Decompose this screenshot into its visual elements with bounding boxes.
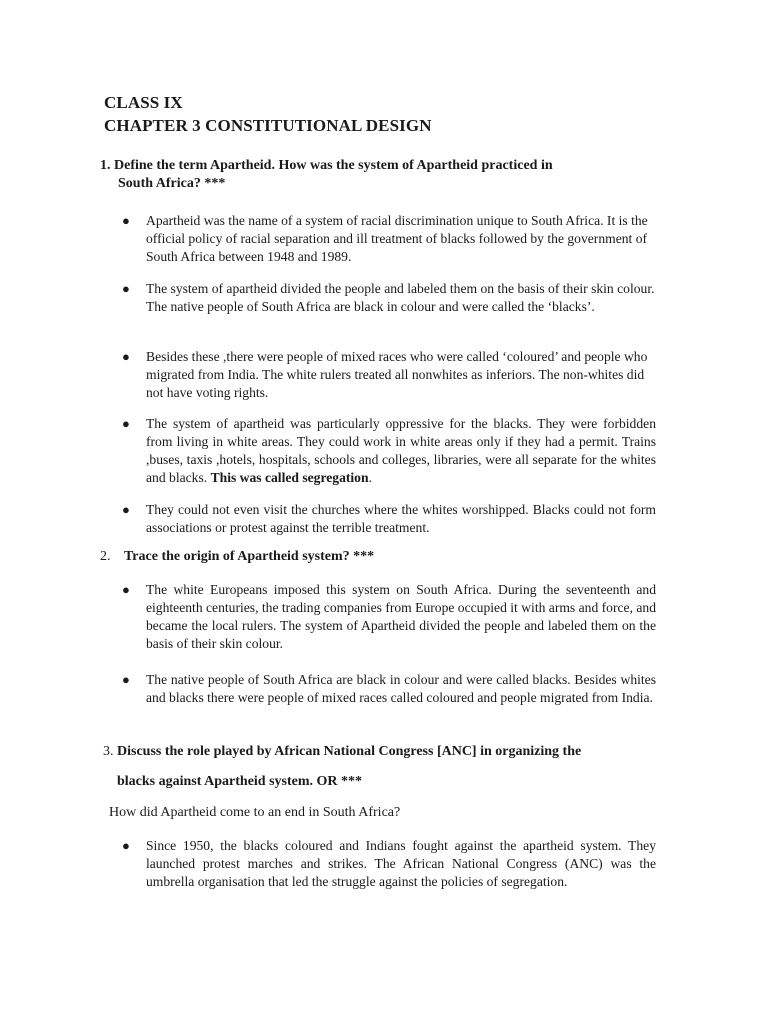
- bullet-icon: ●: [122, 672, 130, 687]
- question-1-line2: South Africa? ***: [118, 176, 226, 191]
- question-3-line1: [103, 743, 581, 761]
- list-item: ● Apartheid was the name of a system of racial discrimination unique to South Africa. It is the official policy of racial separation and ill treatment of blacks followed by the government of South Africa between 1948 and 1989.: [122, 213, 648, 264]
- bullet-icon: ●: [122, 502, 130, 517]
- list-item: ● Since 1950, the blacks coloured and Indians fought against the apartheid system. They launched protest marches and strikes. The African National Congress (ANC) was the umbrella organisation that led the struggle against the policies of segregation.: [122, 838, 656, 889]
- list-item: ● The system of apartheid divided the people and labeled them on the basis of their skin colour. The native people of South Africa are black in colour and were called the ‘blacks’.: [122, 281, 655, 314]
- chapter-heading: CHAPTER 3 CONSTITUTIONAL DESIGN: [104, 116, 432, 135]
- bullet-icon: ●: [122, 281, 130, 296]
- question-1-line1: [100, 157, 553, 175]
- list-item: ● Besides these ,there were people of mixed races who were called ‘coloured’ and people who migrated from India. The white rulers treated all nonwhites as inferiors. The non-whites did not have voting rights.: [122, 349, 648, 400]
- bullet-icon: ●: [122, 582, 130, 597]
- list-item: ● They could not even visit the churches where the whites worshipped. Blacks could not form associations or protest against the terrible treatment.: [122, 502, 656, 535]
- question-3-number: 3.: [103, 744, 114, 759]
- question-2: [100, 548, 374, 566]
- question-3-text: Discuss the role played by African National Congress [ANC] in organizing the: [117, 744, 582, 759]
- question-1-number: 1.: [100, 158, 111, 173]
- question-2-number: 2.: [100, 549, 111, 564]
- question-1-text: Define the term Apartheid. How was the system of Apartheid practiced in: [114, 158, 553, 173]
- list-item: ● The system of apartheid was particularly oppressive for the blacks. They were forbidden from living in white areas. They could work in white areas only if they had a permit. Trains ,buses, taxis ,hotels, hospitals, schools and colleges, libraries, were all separate for the whites and blacks. This was called segregation.: [122, 416, 656, 485]
- bullet-icon: ●: [122, 416, 130, 431]
- list-item: ● The white Europeans imposed this system on South Africa. During the seventeenth and eighteenth centuries, the trading companies from Europe occupied it with arms and force, and became the local rulers. The system of Apartheid divided the people and labeled them on the basis of their skin colour.: [122, 582, 656, 651]
- class-heading: CLASS IX: [104, 93, 183, 112]
- bullet-icon: ●: [122, 349, 130, 364]
- bullet-icon: ●: [122, 213, 130, 228]
- question-3-line2: blacks against Apartheid system. OR ***: [117, 774, 363, 789]
- list-item: ● The native people of South Africa are black in colour and were called blacks. Besides whites and blacks there were people of mixed races called coloured and people migrated from India.: [122, 672, 656, 705]
- alternate-question: How did Apartheid come to an end in South Africa?: [109, 805, 401, 820]
- bullet-icon: ●: [122, 838, 130, 853]
- segregation-emphasis: This was called segregation: [210, 470, 369, 485]
- question-2-text: Trace the origin of Apartheid system? ***: [124, 549, 375, 564]
